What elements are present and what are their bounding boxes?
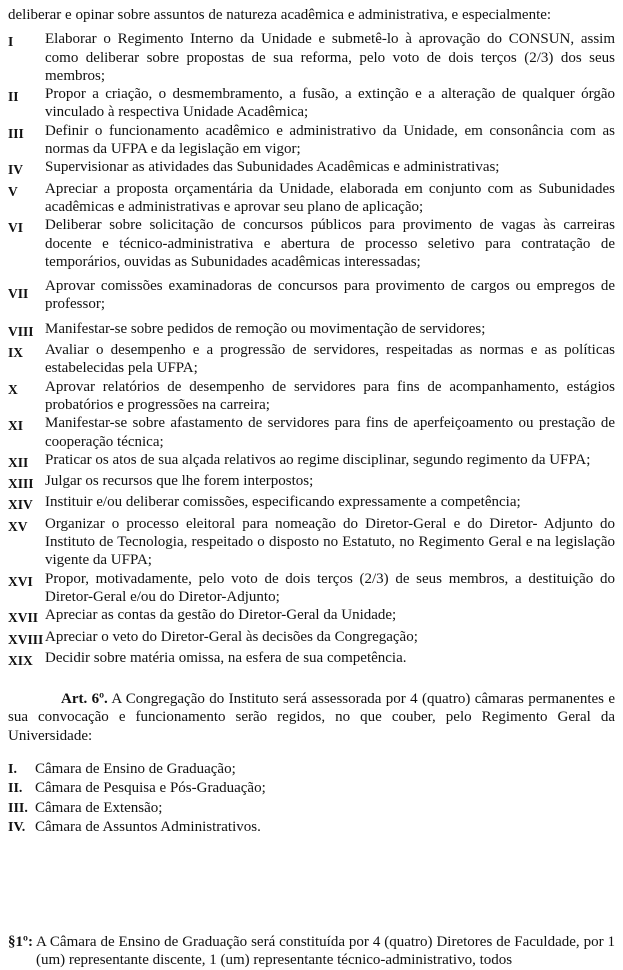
item-number: I	[8, 34, 14, 50]
list-item	[8, 216, 615, 271]
paragraph-text: A Câmara de Ensino de Graduação será constituída por 4 (quatro) Diretores de Faculdade, por 1 (um) representante discente, 1 (um) representante técnico-administrativo, todos	[36, 934, 615, 969]
list-item	[8, 122, 615, 159]
item-text: Instituir e/ou deliberar comissões, especificando expressamente a competência;	[45, 494, 521, 511]
chamber-number: III.	[8, 800, 28, 816]
list-item	[8, 472, 615, 493]
chamber-item	[8, 779, 615, 798]
item-text: Apreciar o veto do Diretor-Geral às decisões da Congregação;	[45, 628, 418, 645]
item-text: Supervisionar as atividades das Subunidades Acadêmicas e administrativas;	[45, 159, 500, 176]
list-item	[8, 341, 615, 378]
item-number: XVI	[8, 573, 33, 589]
paragraph-1	[8, 933, 615, 970]
article-text: A Congregação do Instituto será assessorada por 4 (quatro) câmaras permanentes e sua convocação e funcionamento serão regidos, no que couber, pelo Regimento Geral da Universidade:	[8, 691, 616, 744]
chamber-text: Câmara de Pesquisa e Pós-Graduação;	[35, 780, 266, 797]
chamber-item	[8, 818, 615, 837]
item-number: X	[8, 381, 18, 397]
item-number: V	[8, 183, 18, 199]
item-text: Apreciar as contas da gestão do Diretor-Geral da Unidade;	[45, 607, 397, 624]
list-item	[8, 320, 615, 341]
item-text: Elaborar o Regimento Interno da Unidade e submetê-lo à aprovação do CONSUN, assim como deliberar sobre propostas de sua reforma, pelo voto de dois terços (2/3) dos seus membros;	[45, 31, 615, 84]
list-item	[8, 628, 615, 649]
item-number: IV	[8, 162, 24, 178]
chamber-number: IV.	[8, 819, 26, 835]
item-text: Aprovar comissões examinadoras de concursos para provimento de cargos ou empregos de professor;	[45, 278, 615, 313]
chamber-number: II.	[8, 781, 23, 797]
list-item	[8, 606, 615, 627]
item-number: VI	[8, 220, 24, 236]
item-number: XIII	[8, 476, 34, 492]
item-text: Decidir sobre matéria omissa, na esfera de sua competência.	[45, 649, 407, 666]
chamber-number: I.	[8, 761, 17, 777]
chamber-text: Câmara de Ensino de Graduação;	[35, 760, 236, 777]
list-item	[8, 277, 615, 314]
blank-space	[8, 837, 615, 933]
item-number: II	[8, 89, 19, 105]
chamber-text: Câmara de Assuntos Administrativos.	[35, 818, 261, 835]
list-item	[8, 451, 615, 472]
item-text: Deliberar sobre solicitação de concursos públicos para provimento de vagas às carreiras docente e técnico-administrativa e abertura de processo seletivo para contratação de temporários, ouvidas as Subunidades acadêmicas interessadas;	[45, 217, 615, 270]
item-number: XII	[8, 454, 29, 470]
item-text: Avaliar o desempenho e a progressão de servidores, respeitadas as normas e as políticas estabelecidas pela UFPA;	[45, 342, 615, 377]
list-item	[8, 378, 615, 415]
item-number: XVII	[8, 610, 39, 626]
list-item	[8, 414, 615, 451]
document-page	[8, 6, 615, 970]
item-text: Manifestar-se sobre afastamento de servidores para fins de aperfeiçoamento ou prestação de cooperação técnica;	[45, 415, 615, 450]
item-text: Aprovar relatórios de desempenho de servidores para fins de acompanhamento, estágios probatórios e progressões na carreira;	[45, 378, 615, 413]
list-item	[8, 570, 615, 607]
item-text: Apreciar a proposta orçamentária da Unidade, elaborada em conjunto com as Subunidades acadêmicas e administrativas e aprovar seu plano de aplicação;	[45, 180, 615, 215]
list-item	[8, 515, 615, 570]
intro-text: deliberar e opinar sobre assuntos de natureza acadêmica e administrativa, e especialmente:	[8, 7, 552, 23]
item-number: XI	[8, 418, 24, 434]
item-number: III	[8, 125, 24, 141]
item-text: Propor a criação, o desmembramento, a fusão, a extinção e a alteração de qualquer órgão vinculado à respectiva Unidade Acadêmica;	[45, 86, 615, 121]
item-number: XIV	[8, 497, 33, 513]
article-6	[8, 690, 615, 745]
article-label: Art. 6º.	[61, 691, 108, 708]
list-item	[8, 649, 615, 670]
paragraph-label: §1º:	[8, 934, 33, 951]
item-text: Definir o funcionamento acadêmico e administrativo da Unidade, em consonância com as normas da UFPA e da legislação em vigor;	[45, 122, 615, 158]
item-text: Organizar o processo eleitoral para nomeação do Diretor-Geral e do Diretor- Adjunto do Instituto de Tecnologia, respeitado o disposto no Estatuto, no Regimento Geral e na legislação vigente da UFPA;	[45, 515, 615, 569]
item-number: VIII	[8, 323, 34, 339]
item-number: XV	[8, 518, 28, 534]
item-text: Julgar os recursos que lhe forem interpostos;	[45, 473, 314, 490]
chamber-list	[8, 760, 615, 837]
list-item	[8, 493, 615, 514]
item-number: XIX	[8, 652, 33, 668]
list-item	[8, 30, 615, 85]
item-text: Propor, motivadamente, pelo voto de dois terços (2/3) de seus membros, a destituição do Diretor-Geral e/ou do Diretor-Adjunto;	[45, 570, 615, 605]
chamber-item	[8, 799, 615, 818]
chamber-text: Câmara de Extensão;	[35, 799, 163, 816]
item-text: Praticar os atos de sua alçada relativos ao regime disciplinar, segundo regimento da UFPA;	[45, 451, 591, 468]
competence-list	[8, 30, 615, 670]
item-text: Manifestar-se sobre pedidos de remoção ou movimentação de servidores;	[45, 320, 486, 337]
item-number: IX	[8, 345, 24, 361]
list-item	[8, 158, 615, 179]
chamber-item	[8, 760, 615, 779]
list-item	[8, 180, 615, 217]
item-number: XVIII	[8, 631, 44, 647]
list-item	[8, 85, 615, 122]
item-number: VII	[8, 286, 29, 302]
